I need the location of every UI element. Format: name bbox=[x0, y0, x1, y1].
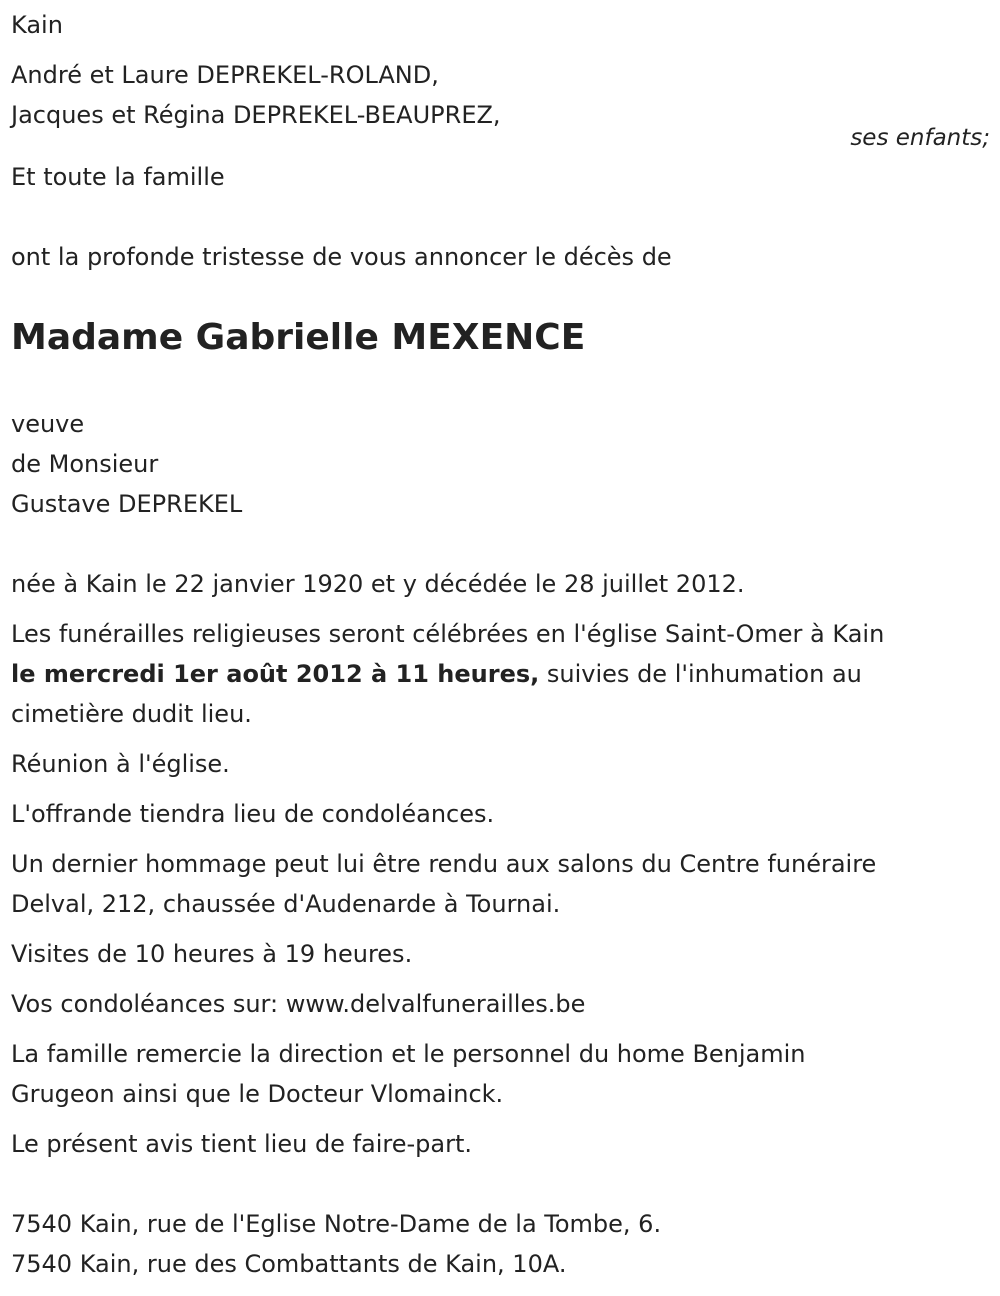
funeral-intro: Les funérailles religieuses seront célébrées en l'église Saint-Omer à Kain bbox=[11, 620, 885, 648]
funeral-rest: suivies de l'inhumation au bbox=[539, 660, 862, 688]
thanks-paragraph bbox=[11, 1034, 991, 1114]
birth-death: née à Kain le 22 janvier 1920 et y décédée le 28 juillet 2012. bbox=[11, 570, 745, 598]
deceased-name: Madame Gabrielle MEXENCE bbox=[11, 317, 586, 358]
thanks-line: Grugeon ainsi que le Docteur Vlomainck. bbox=[11, 1080, 504, 1108]
addresses bbox=[11, 1204, 991, 1284]
spouse-line: Gustave DEPREKEL bbox=[11, 490, 243, 518]
thanks-line: La famille remercie la direction et le personnel du home Benjamin bbox=[11, 1040, 806, 1068]
condolences: Vos condoléances sur: www.delvalfunerailles.be bbox=[11, 990, 586, 1018]
children-list bbox=[11, 55, 991, 135]
visits: Visites de 10 heures à 19 heures. bbox=[11, 940, 413, 968]
funeral-paragraph bbox=[11, 614, 991, 734]
offering: L'offrande tiendra lieu de condoléances. bbox=[11, 800, 495, 828]
obituary-notice bbox=[11, 5, 991, 1284]
notice-statement: Le présent avis tient lieu de faire-part. bbox=[11, 1130, 473, 1158]
spouse-line: veuve bbox=[11, 410, 85, 438]
funeral-date: le mercredi 1er août 2012 à 11 heures, bbox=[11, 660, 540, 688]
funeral-rest-2: cimetière dudit lieu. bbox=[11, 700, 252, 728]
tribute-paragraph bbox=[11, 844, 991, 924]
announcement: ont la profonde tristesse de vous annoncer le décès de bbox=[11, 243, 672, 271]
family-line: Et toute la famille bbox=[11, 163, 225, 191]
location-header: Kain bbox=[11, 11, 63, 39]
tribute-line: Un dernier hommage peut lui être rendu aux salons du Centre funéraire bbox=[11, 850, 877, 878]
tribute-line: Delval, 212, chaussée d'Audenarde à Tournai. bbox=[11, 890, 561, 918]
meeting: Réunion à l'église. bbox=[11, 750, 230, 778]
address-line: 7540 Kain, rue de l'Eglise Notre-Dame de la Tombe, 6. bbox=[11, 1210, 662, 1238]
child-entry: André et Laure DEPREKEL-ROLAND, bbox=[11, 61, 439, 89]
spouse-line: de Monsieur bbox=[11, 450, 159, 478]
funeral-date-line bbox=[11, 654, 991, 694]
spouse-block bbox=[11, 404, 991, 524]
address-line: 7540 Kain, rue des Combattants de Kain, 10A. bbox=[11, 1250, 567, 1278]
children-relation: ses enfants; bbox=[850, 125, 990, 151]
child-entry: Jacques et Régina DEPREKEL-BEAUPREZ, bbox=[11, 101, 501, 129]
